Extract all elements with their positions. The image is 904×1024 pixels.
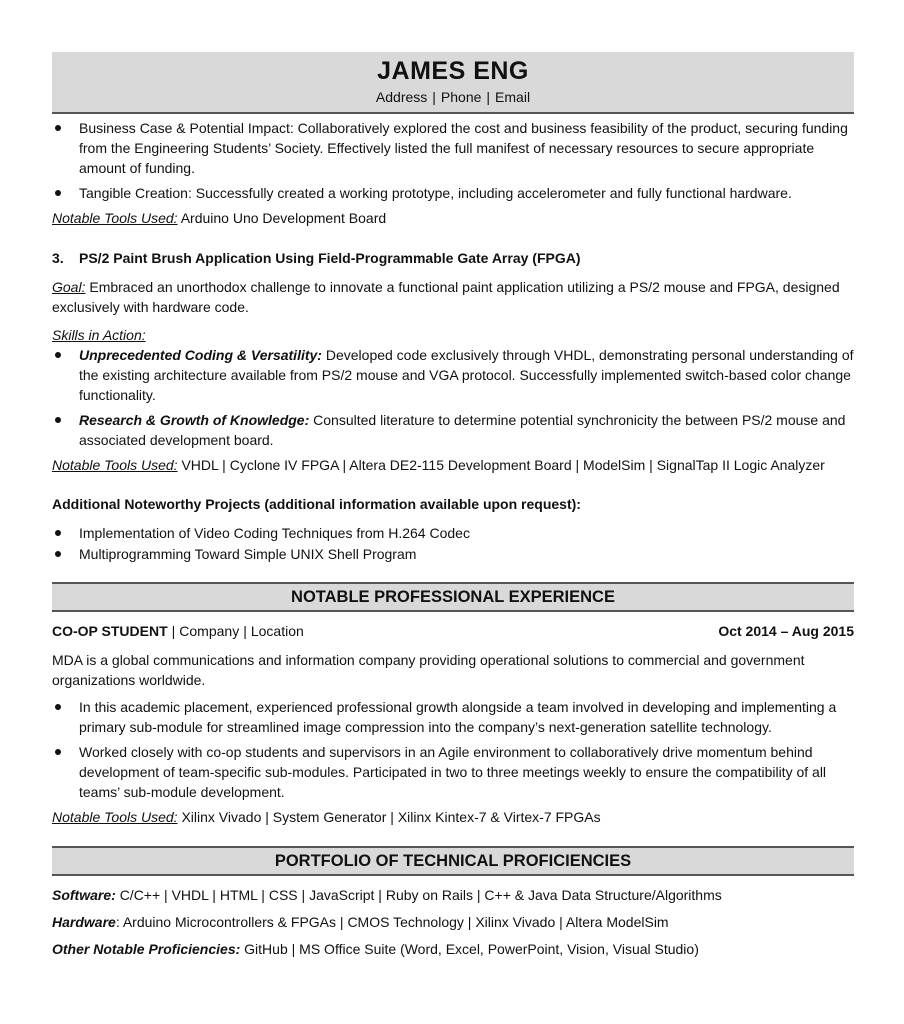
job-location: Location: [250, 623, 304, 639]
project2-tools: [52, 208, 854, 228]
resume-header: [52, 52, 854, 114]
job-header: [52, 621, 854, 641]
list-item: Implementation of Video Coding Techniques from H.264 Codec: [52, 523, 854, 543]
skills-label: Skills in Action:: [52, 327, 146, 343]
project3-title: [52, 248, 854, 268]
list-item: Tangible Creation: Successfully created a working prototype, including accelerometer and fully functional hardware.: [52, 183, 854, 203]
tools-label: Notable Tools Used:: [52, 809, 178, 825]
tools-label: Notable Tools Used:: [52, 457, 178, 473]
resume-page: [52, 52, 854, 959]
proficiency-other: [52, 939, 854, 959]
proficiency-label: Hardware: [52, 914, 116, 930]
proficiency-item: MS Office Suite (Word, Excel, PowerPoint, Vision, Visual Studio): [299, 941, 699, 957]
project-number: 3.: [52, 250, 64, 266]
contact-phone: Phone: [440, 89, 482, 105]
skill-label: Unprecedented Coding & Versatility:: [79, 347, 322, 363]
project-title: PS/2 Paint Brush Application Using Field-Programmable Gate Array (FPGA): [79, 250, 581, 266]
proficiency-item: JavaScript |: [309, 887, 386, 903]
project3-skills: [52, 345, 854, 450]
job-dates: Oct 2014 – Aug 2015: [718, 623, 854, 639]
skill-text: Consulted literature to determine potential synchronicity the between PS/2 mouse and associated development board.: [79, 412, 846, 448]
proficiency-item: Ruby on Rails |: [386, 887, 485, 903]
contact-address: Address: [375, 89, 428, 105]
skill-label: Research & Growth of Knowledge:: [79, 412, 310, 428]
tool-item: Xilinx Vivado |: [181, 809, 272, 825]
skill-text: Developed code exclusively through VHDL, demonstrating personal understanding of the existing architecture available from PS/2 mouse and VGA protocol. Successfully implemented switch-based color change functionality.: [79, 347, 854, 403]
proficiency-software: [52, 885, 854, 905]
experience-tools: [52, 807, 854, 827]
additional-projects: [52, 523, 854, 564]
section-title-proficiencies: PORTFOLIO OF TECHNICAL PROFICIENCIES: [52, 846, 854, 876]
proficiency-item: GitHub |: [244, 941, 299, 957]
proficiency-label: Software:: [52, 887, 116, 903]
job-role: CO-OP STUDENT: [52, 623, 168, 639]
proficiency-hardware: Hardware: Arduino Microcontrollers & FPGAs | CMOS Technology | Xilinx Vivado | Altera ModelSim: [52, 912, 854, 932]
goal-label: Goal:: [52, 279, 86, 295]
additional-heading: Additional Noteworthy Projects (additional information available upon request):: [52, 496, 581, 512]
tool-item: Altera DE2-115 Development Board |: [349, 457, 583, 473]
proficiency-item: Altera ModelSim: [565, 914, 669, 930]
proficiency-item: HTML |: [220, 887, 269, 903]
project2-bullets: [52, 118, 854, 203]
proficiency-item: C/C++ |: [120, 887, 172, 903]
contact-line: Address | Phone | Email: [375, 89, 531, 105]
proficiency-item: CMOS Technology |: [347, 914, 475, 930]
experience-bullets: [52, 697, 854, 802]
tool-item: ModelSim |: [583, 457, 657, 473]
job-title-line: CO-OP STUDENT | Company | Location: [52, 623, 304, 639]
company-summary: MDA is a global communications and information company providing operational solutions to commercial and government organizations worldwide.: [52, 652, 805, 688]
list-item: Worked closely with co-op students and supervisors in an Agile environment to collaboratively drive momentum behind development of team-specific sub-modules. Participated in two to three meetings weekly to ensure the compatibility of all teams’ sub-module development.: [52, 742, 854, 802]
proficiency-item: Arduino Microcontrollers & FPGAs |: [123, 914, 348, 930]
list-item: [52, 410, 854, 450]
tool-item: VHDL |: [181, 457, 229, 473]
list-item: Multiprogramming Toward Simple UNIX Shell Program: [52, 544, 854, 564]
job-company: Company: [179, 623, 240, 639]
tools-label: Notable Tools Used:: [52, 210, 178, 226]
proficiency-label: Other Notable Proficiencies:: [52, 941, 241, 957]
project3-goal: [52, 277, 854, 317]
goal-text: Embraced an unorthodox challenge to innovate a functional paint application utilizing a PS/2 mouse and FPGA, designed exclusively with hardware code.: [52, 279, 840, 315]
list-item: [52, 345, 854, 405]
proficiency-item: Xilinx Vivado |: [475, 914, 566, 930]
proficiency-item: VHDL |: [172, 887, 220, 903]
tool-item: Cyclone IV FPGA |: [230, 457, 350, 473]
contact-email: Email: [495, 89, 531, 105]
project3-tools: [52, 455, 854, 475]
tool-item: Xilinx Kintex-7 & Virtex-7 FPGAs: [397, 809, 601, 825]
candidate-name: JAMES ENG: [377, 57, 529, 85]
list-item: Business Case & Potential Impact: Collaboratively explored the cost and business feasibility of the product, securing funding from the Engineering Students’ Society. Effectively listed the full manifest of necessary resources to secure appropriate amount of funding.: [52, 118, 854, 178]
tool-item: System Generator |: [273, 809, 398, 825]
section-title-experience: NOTABLE PROFESSIONAL EXPERIENCE: [52, 582, 854, 612]
proficiency-item: CSS |: [269, 887, 309, 903]
list-item: In this academic placement, experienced professional growth alongside a team involved in developing and implementing a primary sub-module for streamlined image compression into the company’s next-generation satellite technology.: [52, 697, 854, 737]
tool-item: SignalTap II Logic Analyzer: [656, 457, 825, 473]
tools-list: Arduino Uno Development Board: [180, 210, 387, 226]
proficiency-item: C++ & Java Data Structure/Algorithms: [484, 887, 722, 903]
